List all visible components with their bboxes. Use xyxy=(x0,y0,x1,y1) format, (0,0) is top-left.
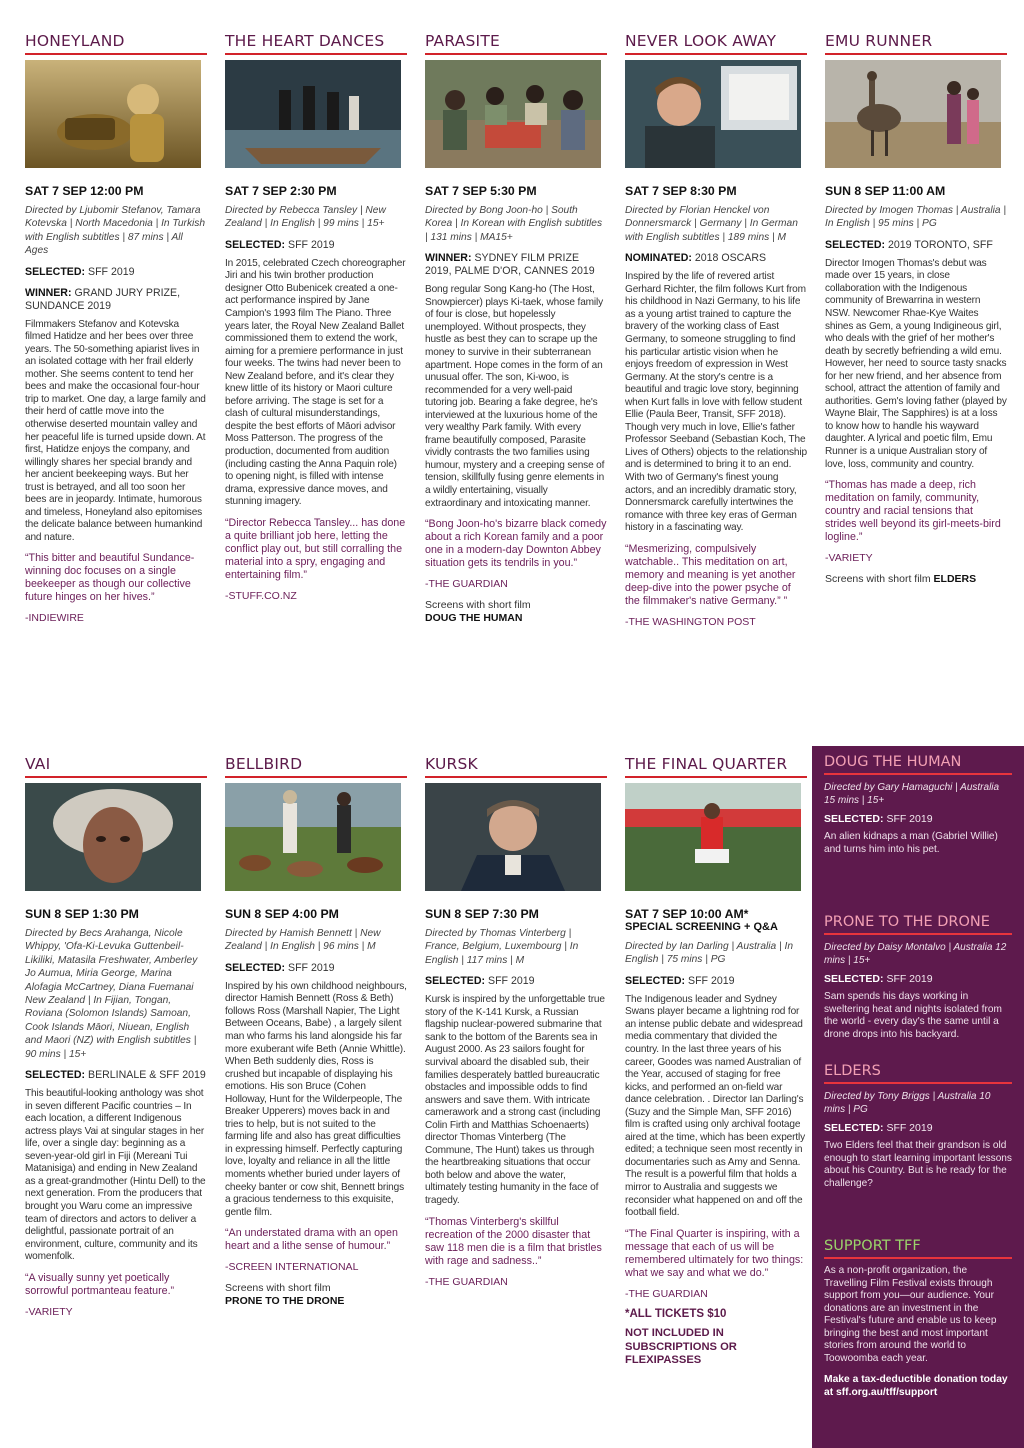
ticket-promo xyxy=(625,1308,807,1368)
film-quote: “A visually sunny yet poetically sorrowful portmanteau feature.” xyxy=(25,1271,175,1297)
film-nominated: NOMINATED: 2018 OSCARS xyxy=(625,252,767,265)
shorts-sidebar xyxy=(812,746,1024,1448)
film-datetime: SAT 7 SEP 5:30 PM xyxy=(425,184,537,198)
film-short-film: Screens with short film DOUG THE HUMAN xyxy=(425,599,531,625)
short-title: PRONE TO THE DRONE xyxy=(824,914,1012,935)
film-description: In 2015, celebrated Czech choreographer Jiri and his twin brother production designer Otto Bubenicek created a one-act performance inspired by Jane Campion's 1993 film The Piano. Three years later, the Royal New Zealand Ballet commissioned them to extend the work, aiming for a premiere performance in just four weeks. The twins had never been to New Zealand before, and it's clear they knew little of its history or Maori culture before arriving. The stage is set for a clash of cultural misunderstandings, despite the best efforts of Māori advisor Moss Patterson. The progress of the production, documented from audition (including casting the Anna Paquin role) to opening night, is filled with intense drama, expressive dance moves, and stunning imagery. xyxy=(225,257,406,508)
short-description: Sam spends his days working in sweltering heat and nights isolated from the world - every day's the same until a drone drops into his backyard. xyxy=(824,991,1002,1040)
film-parasite xyxy=(425,32,607,625)
film-the-heart-dances xyxy=(225,32,407,602)
film-quote-source: -THE GUARDIAN xyxy=(625,1287,708,1300)
film-winner: WINNER: SYDNEY FILM PRIZE 2019, PALME D'OR, CANNES 2019 xyxy=(425,252,595,278)
film-credits: Directed by Ljubomir Stefanov, Tamara Kotevska | North Macedonia | In Turkish with English subtitles | 87 mins | All Ages xyxy=(25,205,206,257)
film-winner: WINNER: GRAND JURY PRIZE, SUNDANCE 2019 xyxy=(25,286,181,312)
film-description: Inspired by the life of revered artist Gerhard Richter, the film follows Kurt from his childhood in Nazi Germany, to his life as a young artist trained to capture the bravery of the working class of East Germany, to someone struggling to find his particular artistic vision when he enjoys freedom of expression in West Germany. At the story's centre is a beautiful and tragic love story, beginning when Kurt falls in love with fellow student Ellie (Paula Beer, Transit, SFF 2018). Though very much in love, Ellie's father Professor Seeband (Sebastian Koch, The Lives of Others) objects to the relationship and is determined to bring it to an end. With two of Germany's finest young actors, and an incredibly dramatic story, Donnersmarck carefully intertwines the romance with three key eras of German history in a fascinating way. xyxy=(625,271,807,534)
film-credits: Directed by Hamish Bennett | New Zealand | In English | 96 mins | M xyxy=(225,928,381,953)
film-datetime: SUN 8 SEP 1:30 PM xyxy=(25,907,139,921)
film-description: Kursk is inspired by the unforgettable true story of the K-141 Kursk, a Russian flagship nuclear-powered submarine that sank to the bottom of the Barents sea in August 2000. As 23 sailors fought for survival aboard the disabled sub, their families desperately battled bureaucratic obstacles and impossible odds to find answers and save them. With intricate camerawork and a strong cast (including Colin Firth and Matthias Schoenaerts) director Thomas Vinterberg (The Commune, The Hunt) takes us through the heartbreaking situations that occur both below and above the water, ultimately testing humanity in the face of tragedy. xyxy=(425,994,605,1206)
film-quote-source: -THE GUARDIAN xyxy=(425,578,508,591)
film-still-the-heart-dances xyxy=(225,60,401,168)
film-the-final-quarter xyxy=(625,755,807,1368)
film-description: This beautiful-looking anthology was shot in seven different Pacific countries – In each location, a different Indigenous actress plays Vai at singular stages in her life, over a single day: beginning as a seven-year-old girl in Fiji (Mereani Tui Matanisiga) and ending in New Zealand as a great-grandmother (Hintu Dell) to the next generation. From the producers that brought you Waru come an impressive team of directors and actors to deliver a delightful, passionate portrait of an environment, culture, community and its womenfolk. xyxy=(25,1088,206,1263)
film-title: THE FINAL QUARTER xyxy=(625,755,807,778)
film-title: HONEYLAND xyxy=(25,32,207,55)
film-description: Inspired by his own childhood neighbours, director Hamish Bennett (Ross & Beth) follows Ross (Marshall Napier, The Light Between Oceans, Babe) , a largely silent man who farms his land alongside his far more exuberant wife Beth (Annie Whittle). When Beth suddenly dies, Ross is crushed but incapable of displaying his emotions. His son Bruce (Cohen Holloway, Hunt for the Wilderpeople, The Breaker Upperers) moves back in and tries to help, but is not suited to the farming life and also has great difficulties in expressing himself. Perfectly capturing love, loyalty and reliance in all the little moments whether buried under layers of cheeky banter or cow shit, Bennett brings a gracious tenderness to this exquisite, gentle film. xyxy=(225,980,407,1218)
ticket-price-note: *ALL TICKETS $10 xyxy=(625,1307,727,1320)
film-bellbird xyxy=(225,755,407,1308)
film-quote: “Director Rebecca Tansley... has done a quite brilliant job here, letting the conflict play out, but still corralling the material into a spry, engaging and entertaining film.” xyxy=(225,516,406,581)
film-datetime: SUN 8 SEP 7:30 PM xyxy=(425,907,539,921)
film-title: PARASITE xyxy=(425,32,607,55)
film-credits: Directed by Rebecca Tansley | New Zealand | In English | 99 mins | 15+ xyxy=(225,205,386,230)
film-datetime: SUN 8 SEP 11:00 AM xyxy=(825,184,946,198)
short-selected: SELECTED: SFF 2019 xyxy=(824,973,933,985)
film-title: NEVER LOOK AWAY xyxy=(625,32,807,55)
film-datetime: SAT 7 SEP 2:30 PM xyxy=(225,184,337,198)
film-datetime: SAT 7 SEP 12:00 PM xyxy=(25,184,144,198)
short-doug-the-human xyxy=(824,754,1012,856)
film-title: THE HEART DANCES xyxy=(225,32,407,55)
film-title: KURSK xyxy=(425,755,607,778)
short-elders xyxy=(824,1063,1012,1190)
short-prone-to-the-drone xyxy=(824,914,1012,1041)
film-quote: “The Final Quarter is inspiring, with a message that each of us will be remembered ultimately for two things: what we say and what we do.” xyxy=(625,1227,804,1279)
ticket-exclusion-note: NOT INCLUDED IN SUBSCRIPTIONS OR FLEXIPASSES xyxy=(625,1327,737,1367)
film-short-film: Screens with short film ELDERS xyxy=(825,573,977,586)
film-quote-source: -STUFF.CO.NZ xyxy=(225,589,297,602)
film-selected: SELECTED: SFF 2019 xyxy=(625,974,735,987)
film-selected: SELECTED: SFF 2019 xyxy=(225,961,335,974)
short-title: ELDERS xyxy=(824,1063,1012,1084)
film-still-emu-runner xyxy=(825,60,1001,168)
film-never-look-away xyxy=(625,32,807,628)
film-quote-source: -THE WASHINGTON POST xyxy=(625,615,756,628)
film-selected: SELECTED: BERLINALE & SFF 2019 xyxy=(25,1069,206,1082)
film-selected: SELECTED: SFF 2019 xyxy=(425,975,535,988)
film-still-the-final-quarter xyxy=(625,783,801,891)
short-credits: Directed by Gary Hamaguchi | Australia 15 mins | 15+ xyxy=(824,782,1000,806)
film-quote-source: -VARIETY xyxy=(25,1305,73,1318)
film-credits: Directed by Thomas Vinterberg | France, Belgium, Luxembourg | In English | 117 mins | M xyxy=(425,928,579,966)
film-datetime: SAT 7 SEP 10:00 AM* xyxy=(625,907,749,921)
support-section xyxy=(824,1238,1012,1399)
short-description: Two Elders feel that their grandson is old enough to start learning important lessons about his Country. But is he ready for the challenge? xyxy=(824,1140,1012,1189)
film-kursk xyxy=(425,755,607,1288)
film-still-honeyland xyxy=(25,60,201,168)
film-vai xyxy=(25,755,207,1318)
film-datetime: SAT 7 SEP 8:30 PM xyxy=(625,184,737,198)
film-still-vai xyxy=(25,783,201,891)
film-title: BELLBIRD xyxy=(225,755,407,778)
film-quote: “An understated drama with an open heart and a lithe sense of humour.” xyxy=(225,1227,398,1253)
support-description: As a non-profit organization, the Travelling Film Festival exists through support from you—our audience. Your donations are an investment in the Festival's future and enable us to keep bringing the best and most important stories from around the world to Toowoomba each year. xyxy=(824,1265,997,1364)
short-selected: SELECTED: SFF 2019 xyxy=(824,1122,933,1134)
film-still-kursk xyxy=(425,783,601,891)
film-datetime: SUN 8 SEP 4:00 PM xyxy=(225,907,339,921)
film-quote: “Thomas has made a deep, rich meditation on family, community, country and racial tensions that strides well beyond its girl-meets-bird logline.” xyxy=(825,479,1001,544)
film-still-bellbird xyxy=(225,783,401,891)
film-title: EMU RUNNER xyxy=(825,32,1007,55)
short-description: An alien kidnaps a man (Gabriel Willie) and turns him into his pet. xyxy=(824,831,998,855)
film-subtitle: SPECIAL SCREENING + Q&A xyxy=(625,921,778,933)
film-quote-source: -THE GUARDIAN xyxy=(425,1275,508,1288)
film-credits: Directed by Bong Joon-ho | South Korea | In Korean with English subtitles | 131 mins | MA15+ xyxy=(425,205,603,243)
film-title: VAI xyxy=(25,755,207,778)
film-description: Director Imogen Thomas's debut was made over 15 years, in close collaboration with the Indigenous community of Brewarrina in western NSW. Newcomer Rhae-Kye Waites shines as Gem, a young Indigineous girl, who deals with the grief of her mother's death by secretly befriending a wild emu. However, her need to source tasty snacks for her new friend, and her absence from school, attract the attention of family and authorities. Gem's loving father (played by Wayne Blair, The Sapphires) is at a loss to know how to handle his wayward daughter. A lyrical and poetic film, Emu Runner is a unique Australian story of love, loss, community and country. xyxy=(825,257,1007,470)
film-quote: “Mesmerizing, compulsively watchable.. This meditation on art, memory and meaning is yet another deep-dive into the power psyche of the filmmaker's native Germany.” ” xyxy=(625,542,796,607)
film-description: Bong regular Song Kang-ho (The Host, Snowpiercer) plays Ki-taek, whose family of four is close, but hopelessly unemployed. Without prospects, they hustle as best they can to scrape up the money to survive in their subterranean apartment. Hope comes in the form of an unusual offer. The son, Ki-woo, is recommended for a very well-paid tutoring job. Bearing a fake degree, he's interviewed at the luxurious home of the very wealthy Park family. With every frame beautifully composed, Parasite vividly contrasts the two families using humour, mystery and a creeping sense of tension, skillfully fusing genre elements in a wildly entertaining, visually extraordinary and intoxicating manner. xyxy=(425,284,605,509)
film-still-never-look-away xyxy=(625,60,801,168)
film-credits: Directed by Becs Arahanga, Nicole Whippy, 'Ofa-Ki-Levuka Guttenbeil-Likiliki, Matasila Freshwater, Amberley Jo Aumua, Miria George, Marina Alofagia McCartney, Diana Fuemanai New Zealand | In Fijian, Tongan, Roviana (Solomon Islands) Samoan, Cook Islands Māori, Niuean, English and Maori (NZ) with English subtitles | 90 mins | 15+ xyxy=(25,928,198,1060)
film-quote: “This bitter and beautiful Sundance-winning doc focuses on a single beekeeper as though our collective future hinges on her hives.” xyxy=(25,552,195,604)
film-credits: Directed by Ian Darling | Australia | In English | 75 mins | PG xyxy=(625,941,793,966)
short-selected: SELECTED: SFF 2019 xyxy=(824,813,933,825)
film-selected: SELECTED: SFF 2019 xyxy=(25,265,135,278)
short-credits: Directed by Tony Briggs | Australia 10 mins | PG xyxy=(824,1091,991,1115)
film-quote-source: -INDIEWIRE xyxy=(25,612,84,625)
film-quote-source: -SCREEN INTERNATIONAL xyxy=(225,1261,359,1274)
film-emu-runner xyxy=(825,32,1007,586)
film-honeyland xyxy=(25,32,207,624)
donation-link[interactable]: Make a tax-deductible donation today at sff.org.au/tff/support xyxy=(824,1374,1008,1398)
film-quote: “Bong Joon-ho's bizarre black comedy about a rich Korean family and a poor one in a modern-day Downton Abbey situation gets its tendrils in you.” xyxy=(425,518,607,570)
film-description: The Indigenous leader and Sydney Swans player became a lightning rod for an intense public debate and widespread media commentary that divided the country. In the last three years of his career, Goodes was named Australian of the Year, accused of staging for free kicks, and performed an on-field war dance celebration. . Director Ian Darling's (Suzy and the Simple Man, SFF 2016) film is crafted using only archival footage aired at the time, which has been expertly edited; a technique seen most recently in documentaries such as Amy and Senna. The result is a powerful film that holds a mirror to Australia and suggests we reconsider what happened on and off the football field. xyxy=(625,993,805,1219)
short-credits: Directed by Daisy Montalvo | Australia 12 mins | 15+ xyxy=(824,942,1007,966)
film-quote-source: -VARIETY xyxy=(825,552,873,565)
film-selected: SELECTED: SFF 2019 xyxy=(225,238,335,251)
film-credits: Directed by Florian Henckel von Donnersmarck | Germany | In German with English subtitles | 189 mins | M xyxy=(625,205,798,243)
film-short-film: Screens with short film PRONE TO THE DRONE xyxy=(225,1282,345,1308)
support-title: SUPPORT TFF xyxy=(824,1238,1012,1259)
film-selected: SELECTED: 2019 TORONTO, SFF xyxy=(825,238,993,251)
film-quote: “Thomas Vinterberg's skillful recreation of the 2000 disaster that saw 118 men die is a film that bristles with rage and sadness..” xyxy=(425,1215,602,1267)
film-description: Filmmakers Stefanov and Kotevska filmed Hatidze and her bees over three years. The 50-something apiarist lives in an isolated cottage with her frail elderly mother. She seems content to tend her bees and make the occasional four-hour trip to market. One day, a large family and their herd of cattle move into the otherwise deserted mountain valley and her peaceful life is turned upside down. At first, Hatidze enjoys the company, and willingly shares her special brandy and her ancient beekeeping ways. But her trust is betrayed, and all too soon her bees are in jeopardy. Intimate, humorous and timeless, Honeyland also epitomises the delicate balance between humankind and nature. xyxy=(25,318,206,543)
film-credits: Directed by Imogen Thomas | Australia | In English | 95 mins | PG xyxy=(825,205,1007,230)
film-still-parasite xyxy=(425,60,601,168)
short-title: DOUG THE HUMAN xyxy=(824,754,1012,775)
